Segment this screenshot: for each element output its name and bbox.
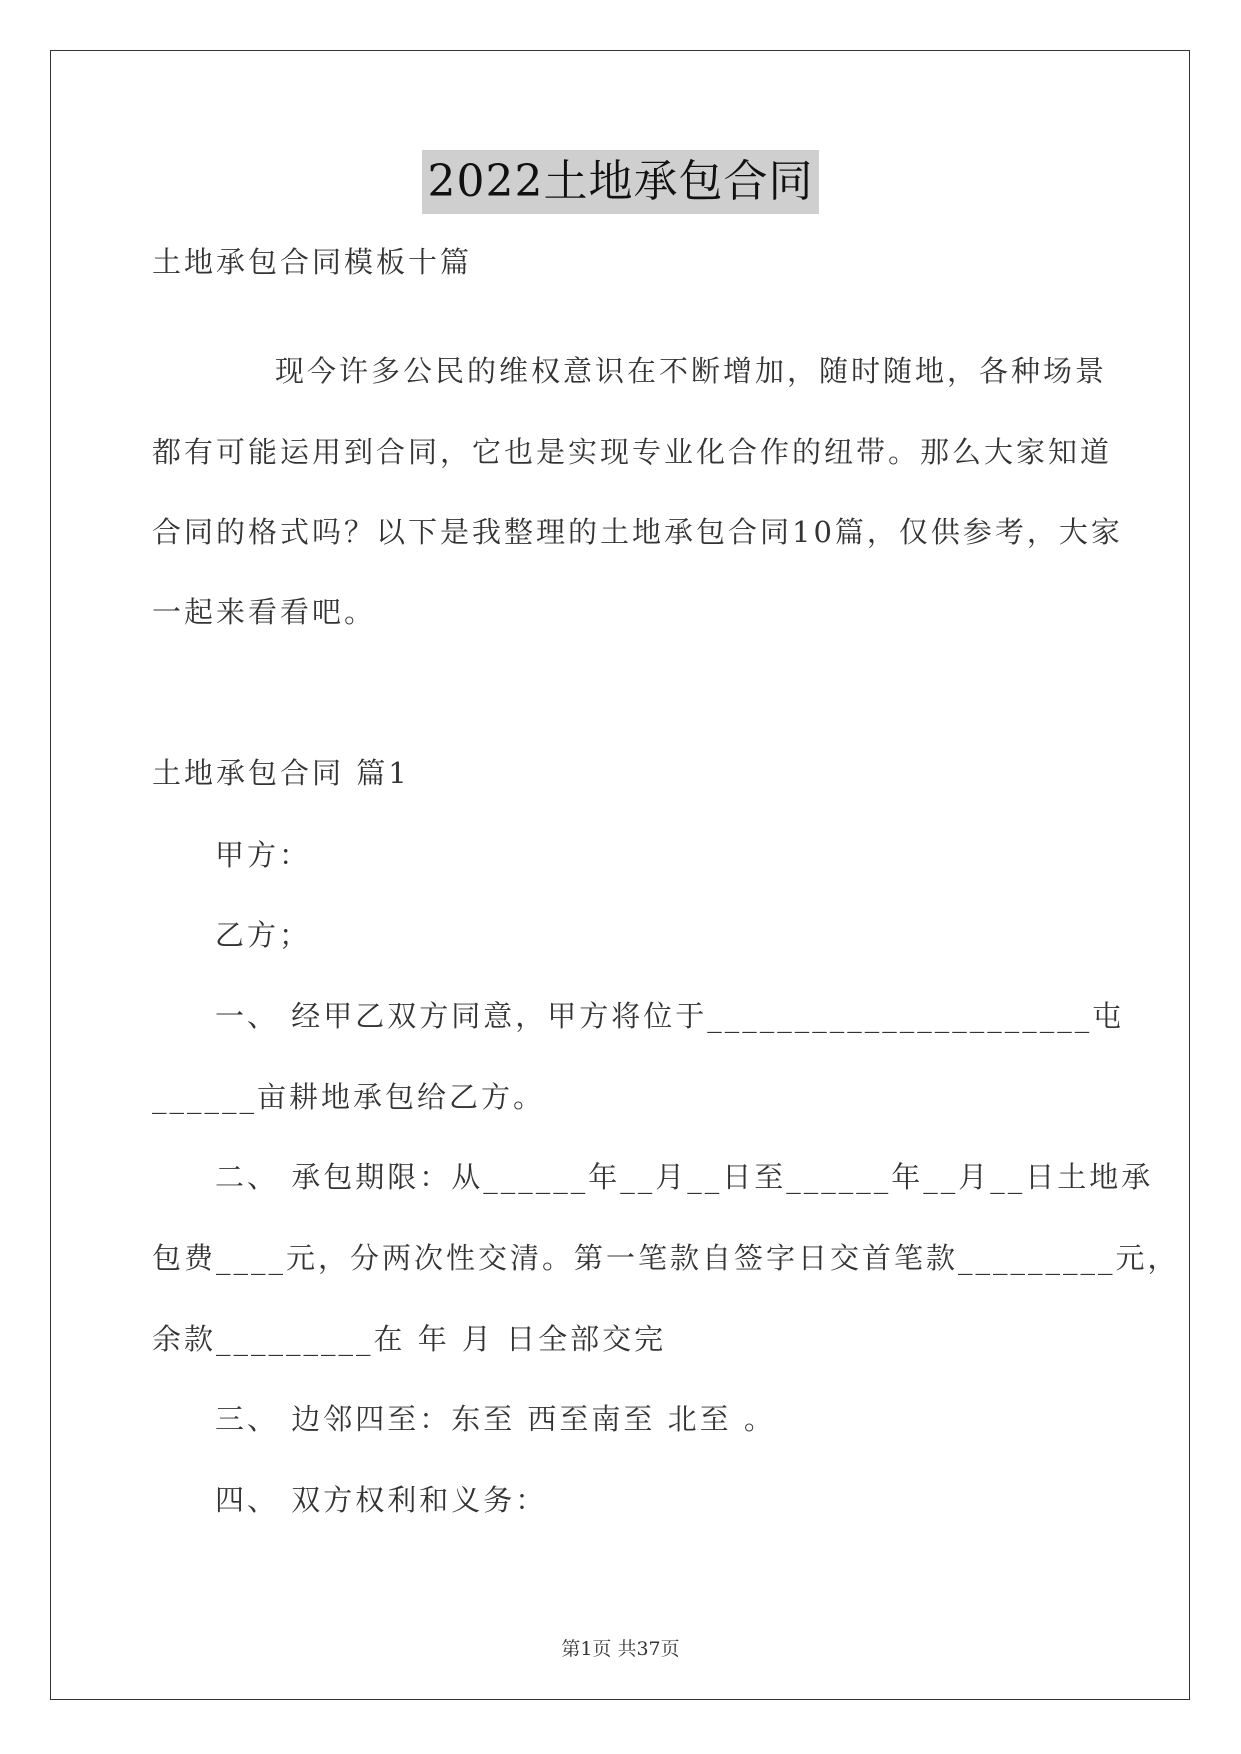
title-container: [0, 150, 1241, 214]
intro-line-2: 都有可能运用到合同，它也是实现专业化合作的纽带。那么大家知道: [152, 435, 1113, 469]
clause-2-line-2: 包费____元，分两次性交清。第一笔款自签字日交首笔款_________元，: [152, 1241, 1180, 1275]
intro-line-1: 现今许多公民的维权意识在不断增加，随时随地，各种场景: [275, 354, 1108, 388]
clause-1-line-2: ______亩耕地承包给乙方。: [152, 1080, 546, 1114]
clause-3-line: 三、 边邻四至：东至 西至南至 北至 。: [215, 1402, 776, 1436]
party-a-line: 甲方：: [215, 838, 312, 872]
page-footer: 第1页 共37页: [561, 1638, 680, 1660]
clause-2-line-1: 二、 承包期限：从______年__月__日至______年__月__日土地承: [215, 1160, 1154, 1194]
clause-2-line-3: 余款_________在 年 月 日全部交完: [152, 1322, 667, 1356]
subtitle: 土地承包合同模板十篇: [152, 245, 473, 279]
clause-1-line-1: 一、 经甲乙双方同意，甲方将位于______________________屯: [215, 999, 1125, 1033]
page-border: [50, 50, 1190, 1700]
intro-line-3: 合同的格式吗？以下是我整理的土地承包合同10篇，仅供参考，大家: [152, 515, 1123, 549]
clause-4-line: 四、 双方权利和义务：: [215, 1483, 548, 1517]
intro-line-4: 一起来看看吧。: [152, 595, 377, 629]
party-b-line: 乙方；: [215, 918, 312, 952]
document-title: 2022土地承包合同: [422, 150, 820, 214]
section-heading: 土地承包合同 篇1: [152, 756, 410, 790]
